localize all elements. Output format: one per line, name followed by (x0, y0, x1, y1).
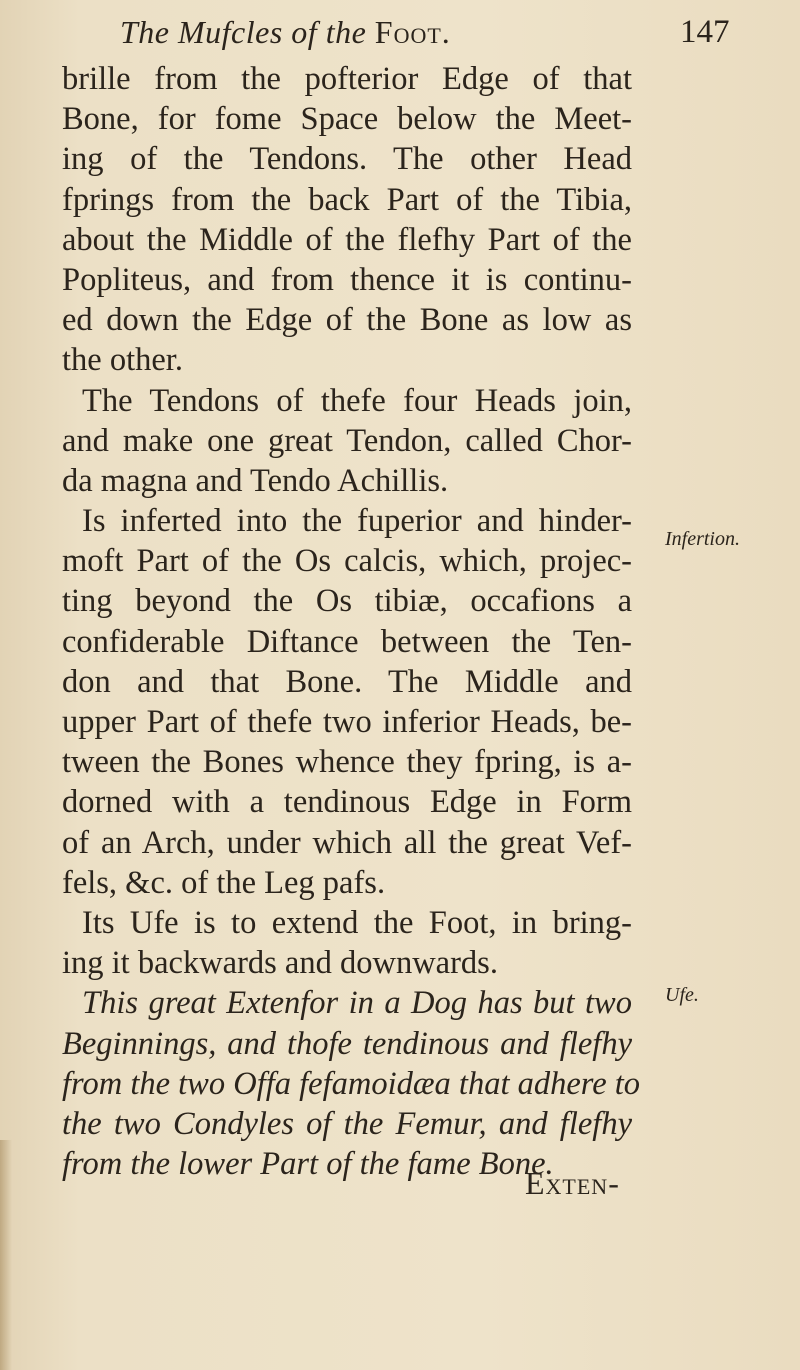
text-line: The Tendons of thefe four Heads join, (82, 382, 632, 419)
text-line: upper Part of thefe two inferior Heads, be- (62, 704, 632, 740)
text-line: dorned with a tendinous Edge in Form (62, 784, 632, 821)
text-line: da magna and Tendo Achillis. (62, 462, 449, 499)
margin-note-insertion: Infertion. (665, 528, 740, 550)
running-head-title: The Mufcles of the (120, 14, 367, 50)
text-line: of an Arch, under which all the great Vef- (62, 824, 632, 861)
text-line: confiderable Diftance between the Ten- (62, 623, 632, 660)
text-line: from the lower Part of the fame Bone. (62, 1146, 554, 1183)
text-line: moft Part of the Os calcis, which, projec- (62, 543, 632, 580)
text-line: tween the Bones whence they fpring, is a- (62, 744, 632, 781)
text-line: ed down the Edge of the Bone as low as (62, 302, 632, 339)
text-line: ing it backwards and downwards. (62, 945, 498, 982)
catchword: Exten- (525, 1165, 620, 1201)
text-line: don and that Bone. The Middle and (62, 663, 632, 700)
text-line: fprings from the back Part of the Tibia, (62, 181, 632, 218)
margin-note-use: Ufe. (665, 984, 699, 1006)
text-line: Is inferted into the fuperior and hinder- (82, 503, 632, 540)
page-number: 147 (680, 14, 730, 50)
text-line: fels, &c. of the Leg pafs. (62, 864, 386, 901)
page-edge-shadow (0, 1140, 12, 1370)
text-line: about the Middle of the flefhy Part of the (62, 221, 632, 258)
text-line: ing of the Tendons. The other Head (62, 141, 632, 178)
text-line: ting beyond the Os tibiæ, occafions a (62, 583, 632, 620)
text-line: Its Ufe is to extend the Foot, in bring- (82, 904, 632, 941)
text-line: the two Condyles of the Femur, and flefhy (62, 1105, 632, 1142)
running-head (120, 14, 451, 51)
text-line: Beginnings, and thofe tendinous and flefhy (62, 1025, 632, 1062)
text-line: This great Extenfor in a Dog has but two (82, 985, 632, 1022)
text-line: from the two Offa fefamoidæa that adhere to (62, 1065, 641, 1102)
body-text (62, 59, 641, 1184)
text-line: the other. (62, 342, 183, 379)
running-head-foot: Foot. (374, 14, 451, 50)
text-line: Bone, for fome Space below the Meet- (62, 101, 632, 138)
text-line: and make one great Tendon, called Chor- (62, 422, 632, 459)
text-line: brille from the pofterior Edge of that (62, 61, 632, 97)
text-line: Popliteus, and from thence it is continu- (62, 261, 632, 298)
